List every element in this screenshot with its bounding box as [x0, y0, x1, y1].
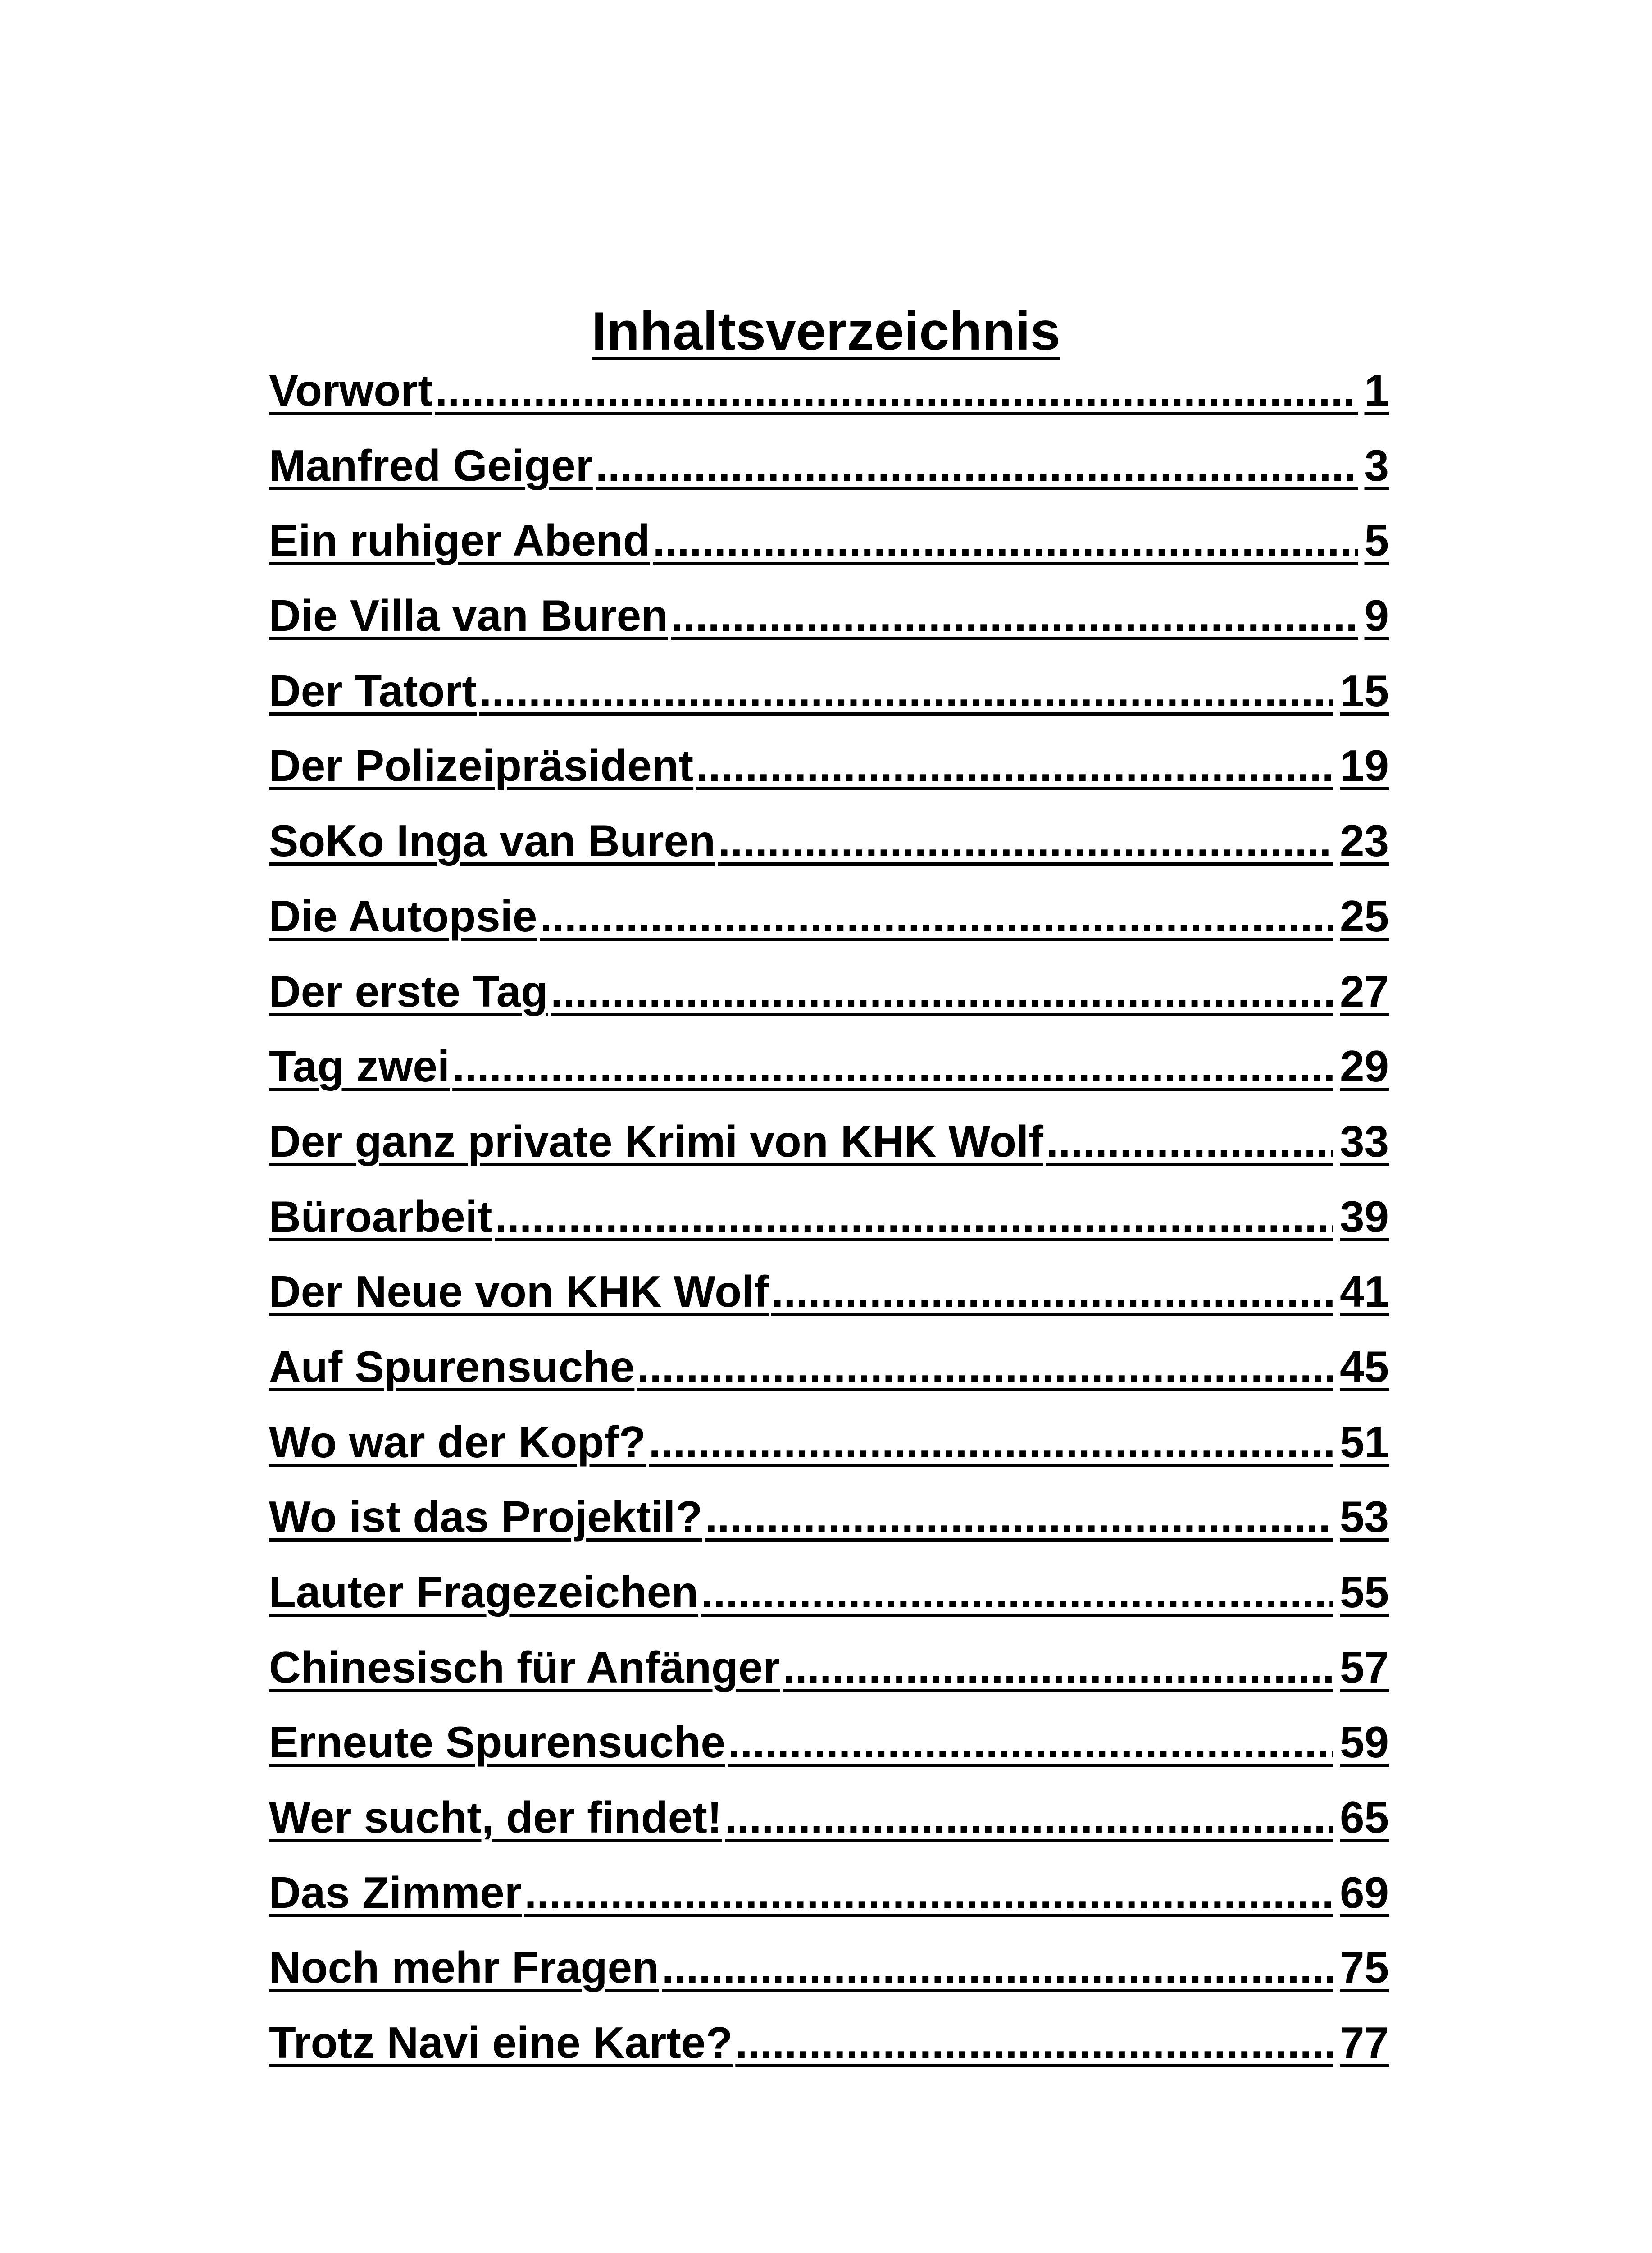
toc-entry-page-number: 57 — [1339, 1642, 1389, 1692]
toc-dot-leader — [735, 2016, 1333, 2069]
toc-entry-page-number: 75 — [1339, 1943, 1389, 1993]
toc-dot-leader — [705, 1491, 1333, 1543]
toc-entry[interactable] — [269, 1040, 1389, 1115]
toc-entry-page-number: 69 — [1339, 1867, 1389, 1917]
toc-entry-page-number: 51 — [1339, 1417, 1389, 1467]
toc-entry[interactable] — [269, 1791, 1389, 1866]
toc-entry[interactable] — [269, 1866, 1389, 1942]
toc-entry-title: Wer sucht, der findet! — [269, 1792, 722, 1843]
toc-dot-leader — [435, 364, 1358, 416]
toc-entry-title: Vorwort — [269, 365, 432, 415]
toc-entry[interactable] — [269, 364, 1389, 439]
toc-entry-title: Manfred Geiger — [269, 440, 593, 490]
toc-dot-leader — [728, 1716, 1333, 1768]
toc-entry-page-number: 41 — [1339, 1267, 1389, 1317]
toc-entry[interactable] — [269, 1115, 1389, 1190]
toc-entry-title: Der Tatort — [269, 666, 477, 716]
toc-entry-title: Tag zwei — [269, 1041, 450, 1091]
toc-dot-leader — [696, 739, 1333, 792]
toc-entry-page-number: 15 — [1339, 666, 1389, 716]
table-of-contents — [269, 364, 1389, 2092]
toc-dot-leader — [495, 1190, 1333, 1243]
toc-entry[interactable] — [269, 1491, 1389, 1566]
toc-entry[interactable] — [269, 1641, 1389, 1716]
toc-entry-page-number: 59 — [1339, 1717, 1389, 1767]
toc-dot-leader — [649, 1416, 1333, 1468]
toc-entry-title: Büroarbeit — [269, 1191, 492, 1241]
toc-entry[interactable] — [269, 665, 1389, 740]
toc-entry[interactable] — [269, 1190, 1389, 1266]
toc-entry-page-number: 27 — [1339, 966, 1389, 1016]
toc-entry-title: Auf Spurensuche — [269, 1341, 635, 1391]
toc-dot-leader — [718, 815, 1333, 867]
toc-dot-leader — [671, 589, 1358, 642]
toc-entry-title: Noch mehr Fragen — [269, 1943, 659, 1993]
toc-entry[interactable] — [269, 739, 1389, 815]
toc-entry-title: Erneute Spurensuche — [269, 1717, 725, 1767]
toc-entry-page-number: 5 — [1364, 515, 1389, 566]
toc-entry[interactable] — [269, 1265, 1389, 1341]
toc-dot-leader — [653, 514, 1358, 566]
toc-dot-leader — [540, 890, 1333, 942]
toc-dot-leader — [524, 1866, 1333, 1919]
toc-entry-title: Der ganz private Krimi von KHK Wolf — [269, 1116, 1043, 1166]
toc-entry-page-number: 55 — [1339, 1567, 1389, 1617]
toc-dot-leader — [725, 1791, 1333, 1843]
toc-dot-leader — [452, 1040, 1333, 1092]
toc-dot-leader — [1046, 1115, 1333, 1168]
toc-dot-leader — [771, 1265, 1333, 1318]
toc-entry-title: Die Villa van Buren — [269, 591, 668, 641]
toc-entry[interactable] — [269, 1716, 1389, 1791]
toc-entry-page-number: 65 — [1339, 1792, 1389, 1843]
toc-entry-page-number: 3 — [1364, 440, 1389, 490]
toc-entry[interactable] — [269, 1416, 1389, 1491]
toc-entry-title: Der Neue von KHK Wolf — [269, 1267, 769, 1317]
toc-dot-leader — [783, 1641, 1333, 1693]
toc-entry[interactable] — [269, 514, 1389, 589]
toc-entry-page-number: 39 — [1339, 1191, 1389, 1241]
toc-dot-leader — [479, 665, 1333, 717]
toc-entry-page-number: 25 — [1339, 891, 1389, 941]
toc-entry-title: Ein ruhiger Abend — [269, 515, 650, 566]
toc-entry-title: Der Polizeipräsident — [269, 741, 694, 791]
toc-entry-page-number: 23 — [1339, 816, 1389, 866]
toc-entry-title: Lauter Fragezeichen — [269, 1567, 699, 1617]
toc-entry[interactable] — [269, 815, 1389, 890]
toc-entry[interactable] — [269, 890, 1389, 965]
toc-entry-title: SoKo Inga van Buren — [269, 816, 716, 866]
toc-entry[interactable] — [269, 1941, 1389, 2016]
toc-entry-title: Wo war der Kopf? — [269, 1417, 646, 1467]
toc-dot-leader — [551, 965, 1333, 1017]
toc-dot-leader — [662, 1941, 1333, 1993]
toc-entry-title: Wo ist das Projektil? — [269, 1492, 703, 1542]
toc-entry-title: Chinesisch für Anfänger — [269, 1642, 780, 1692]
toc-entry-page-number: 19 — [1339, 741, 1389, 791]
toc-dot-leader — [701, 1566, 1333, 1618]
toc-entry-page-number: 77 — [1339, 2018, 1389, 2068]
page-title: Inhaltsverzeichnis — [592, 301, 1060, 362]
toc-entry[interactable] — [269, 1341, 1389, 1416]
toc-entry-page-number: 45 — [1339, 1341, 1389, 1391]
toc-dot-leader — [596, 439, 1358, 492]
toc-entry-page-number: 33 — [1339, 1116, 1389, 1166]
toc-entry-page-number: 53 — [1339, 1492, 1389, 1542]
toc-entry-page-number: 9 — [1364, 591, 1389, 641]
toc-entry[interactable] — [269, 439, 1389, 515]
toc-entry-page-number: 29 — [1339, 1041, 1389, 1091]
toc-entry-title: Der erste Tag — [269, 966, 548, 1016]
toc-entry-title: Das Zimmer — [269, 1867, 522, 1917]
toc-entry-page-number: 1 — [1364, 365, 1389, 415]
toc-entry-title: Trotz Navi eine Karte? — [269, 2018, 733, 2068]
toc-entry-title: Die Autopsie — [269, 891, 537, 941]
toc-dot-leader — [637, 1341, 1333, 1393]
toc-entry[interactable] — [269, 1566, 1389, 1641]
toc-entry[interactable] — [269, 2016, 1389, 2092]
toc-entry[interactable] — [269, 589, 1389, 665]
toc-entry[interactable] — [269, 965, 1389, 1040]
